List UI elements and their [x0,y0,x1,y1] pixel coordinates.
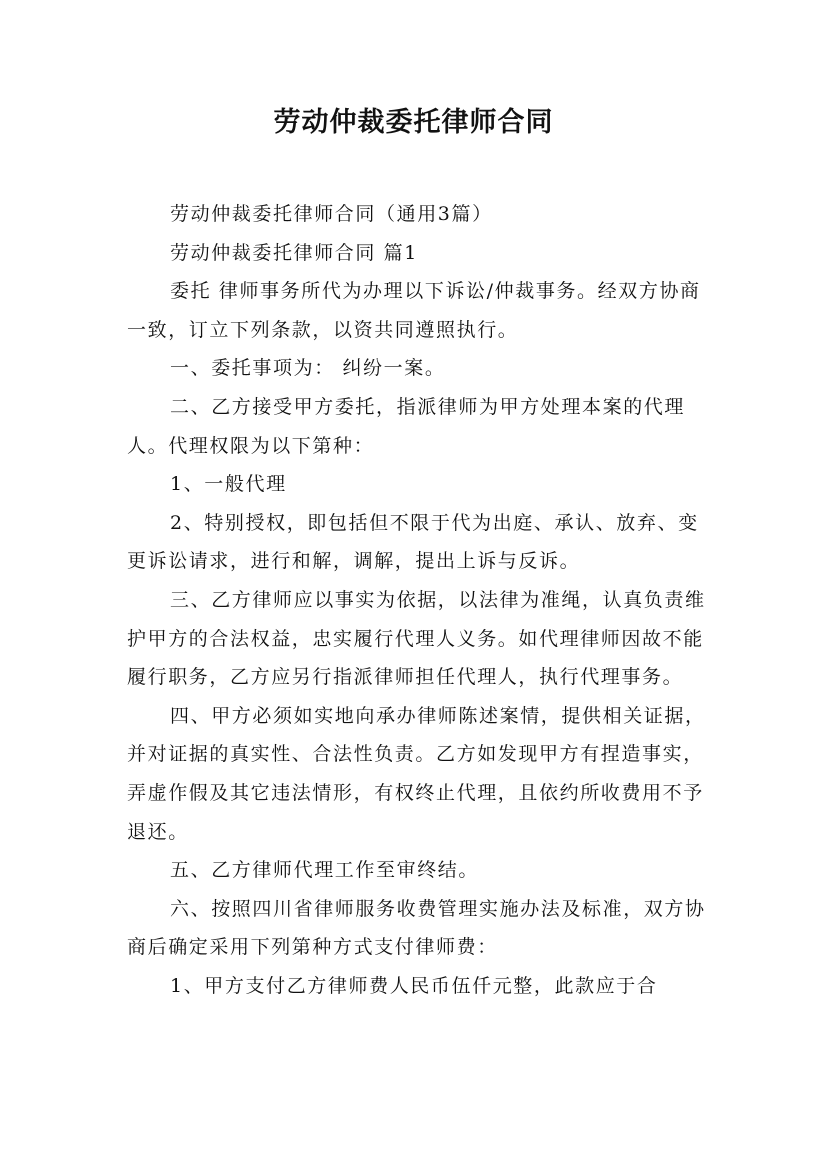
paragraph-heading: 劳动仲裁委托律师合同（通用3篇） [170,203,493,225]
paragraph-intro: 委托 律师事务所代为办理以下诉讼/仲裁事务。经双方协商一致，订立下列条款，以资共同遵照执行。 [127,280,701,341]
paragraph-clause-3: 三、乙方律师应以事实为依据，以法律为准绳，认真负责维护甲方的合法权益，忠实履行代理人义务。如代理律师因故不能履行职务，乙方应另行指派律师担任代理人，执行代理事务。 [127,588,706,689]
paragraph-part-label: 劳动仲裁委托律师合同 篇1 [170,241,418,264]
paragraph-option-special: 2、特别授权，即包括但不限于代为出庭、承认、放弃、变更诉讼请求，进行和解，调解，提出上诉与反诉。 [127,511,699,573]
document-body [127,195,707,1005]
paragraph-clause-4: 四、甲方必须如实地向承办律师陈述案情，提供相关证据，并对证据的真实性、合法性负责。乙方如发现甲方有捏造事实，弄虚作假及其它违法情形，有权终止代理，且依约所收费用不予退还。 [127,704,706,843]
document-title: 劳动仲裁委托律师合同 [273,107,554,138]
paragraph-fee-option-1: 1、甲方支付乙方律师费人民币伍仟元整，此款应于合 [170,974,658,997]
paragraph-clause-6: 六、按照四川省律师服务收费管理实施办法及标准，双方协商后确定采用下列第种方式支付律师费： [127,897,706,959]
paragraph-clause-2: 二、乙方接受甲方委托，指派律师为甲方处理本案的代理人。代理权限为以下第种： [127,395,686,457]
paragraph-clause-5: 五、乙方律师代理工作至审终结。 [170,859,480,882]
paragraph-clause-1: 一、委托事项为： 纠纷一案。 [170,357,446,380]
paragraph-option-general: 1、一般代理 [170,473,287,496]
